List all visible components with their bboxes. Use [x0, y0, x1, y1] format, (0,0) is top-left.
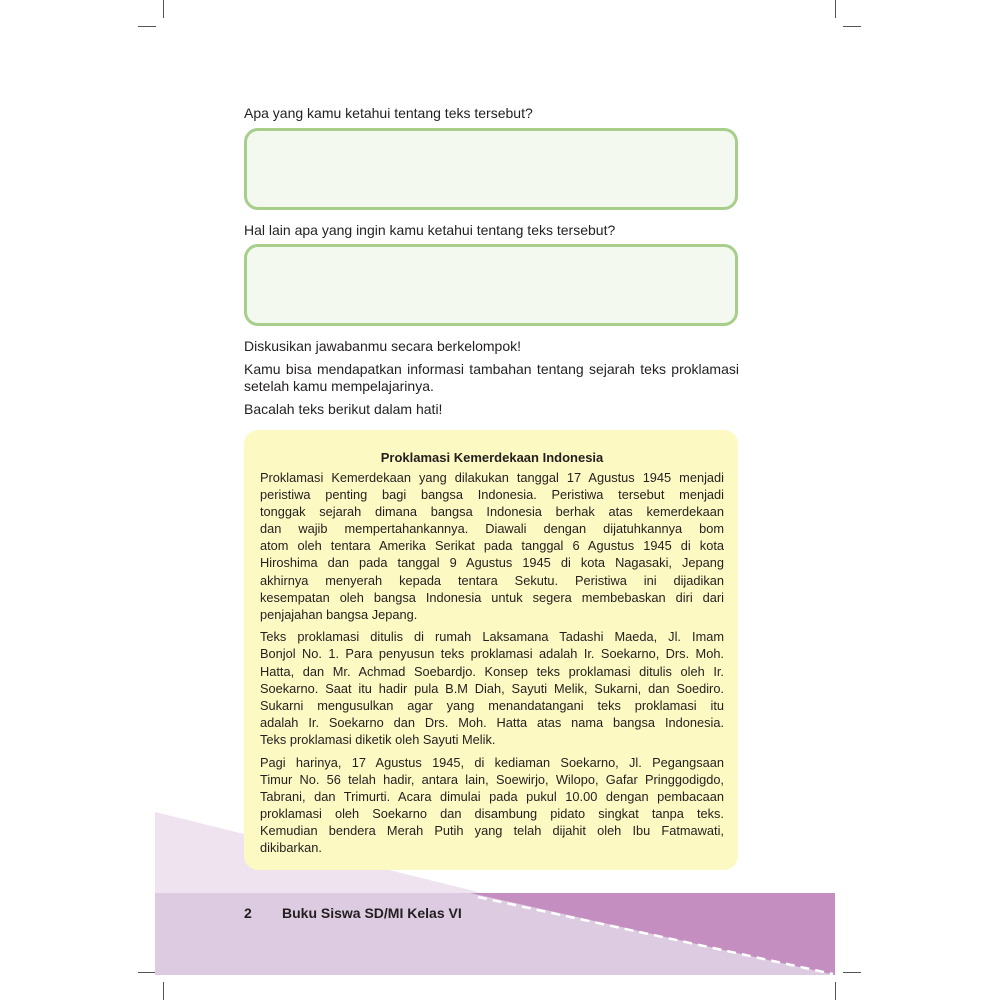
- answer-box-1: [244, 128, 738, 210]
- reading-paragraph-1: [260, 469, 724, 623]
- paragraph-line: Teks proklamasi ditulis di rumah Laksamana Tadashi Maeda, Jl. Imam: [260, 629, 724, 645]
- book-title: Buku Siswa SD/MI Kelas VI: [282, 905, 462, 921]
- paragraph-line: Kemudian bendera Merah Putih yang telah dijahit oleh Ibu Fatmawati,: [260, 822, 724, 838]
- paragraph-line: dikibarkan.: [260, 839, 322, 855]
- paragraph-line: Hatta, dan Mr. Achmad Soebardjo. Konsep teks proklamasi ditulis oleh Ir.: [260, 663, 724, 679]
- question-1: Apa yang kamu ketahui tentang teks tersebut?: [244, 105, 533, 121]
- instruction-extra-info: [244, 361, 739, 395]
- instruction-read: [244, 401, 739, 418]
- paragraph-line: Soekarno. Saat itu hadir pula B.M Diah, Sayuti Melik, Sukarni, dan Soediro.: [260, 680, 724, 696]
- paragraph-line: penjajahan bangsa Jepang.: [260, 606, 418, 622]
- paragraph-line: Pagi harinya, 17 Agustus 1945, di kediaman Soekarno, Jl. Pegangsaan: [260, 754, 724, 770]
- paragraph-line: adalah Ir. Soekarno dan Drs. Moh. Hatta atas nama bangsa Indonesia.: [260, 714, 724, 730]
- paragraph-line: Bonjol No. 1. Para penyusun teks proklamasi adalah Ir. Soekarno, Drs. Moh.: [260, 646, 724, 662]
- paragraph-line: Teks proklamasi diketik oleh Sayuti Melik.: [260, 731, 496, 747]
- paragraph-line: Proklamasi Kemerdekaan yang dilakukan tanggal 17 Agustus 1945 menjadi: [260, 470, 724, 485]
- question-2: Hal lain apa yang ingin kamu ketahui tentang teks tersebut?: [244, 222, 616, 238]
- paragraph-line: proklamasi oleh Soekarno dan disambung pidato singkat tanpa teks.: [260, 805, 724, 821]
- instruction-extra-info-line: Kamu bisa mendapatkan informasi tambahan tentang sejarah teks proklamasi: [244, 361, 739, 377]
- paragraph-line: dan wajib mempertahankannya. Diawali dengan dijatuhkannya bom: [260, 521, 724, 537]
- reading-title: Proklamasi Kemerdekaan Indonesia: [380, 450, 604, 465]
- instruction-discuss: [244, 338, 739, 355]
- answer-box-2: [244, 244, 738, 326]
- paragraph-line: akhirnya menyerah kepada tentara Sekutu. Peristiwa ini dijadikan: [260, 572, 724, 588]
- paragraph-line: kesempatan oleh bangsa Indonesia untuk segera membebaskan diri dari: [260, 589, 724, 605]
- instruction-extra-info-line: setelah kamu mempelajarinya.: [244, 378, 434, 394]
- reading-paragraph-3: [260, 754, 724, 857]
- paragraph-line: Timur No. 56 telah hadir, antara lain, Soewirjo, Wilopo, Gafar Pringgodigdo,: [260, 771, 724, 787]
- reading-paragraph-2: [260, 628, 724, 748]
- page-number: 2: [244, 905, 252, 921]
- paragraph-line: Hiroshima dan pada tanggal 9 Agustus 1945 di kota Nagasaki, Jepang: [260, 555, 724, 571]
- paragraph-line: Tabrani, dan Trimurti. Acara dimulai pada pukul 10.00 dengan pembacaan: [260, 788, 724, 804]
- paragraph-line: tonggak sejarah dimana bangsa Indonesia berhak atas kemerdekaan: [260, 504, 724, 520]
- paragraph-line: atom oleh tentara Amerika Serikat pada tanggal 6 Agustus 1945 di kota: [260, 538, 724, 554]
- instruction-read-text: Bacalah teks berikut dalam hati!: [244, 401, 443, 417]
- paragraph-line: Sukarni mengusulkan agar yang menandatangani teks proklamasi itu: [260, 697, 724, 713]
- instruction-discuss-text: Diskusikan jawabanmu secara berkelompok!: [244, 338, 522, 354]
- paragraph-line: peristiwa penting bagi bangsa Indonesia. Peristiwa tersebut menjadi: [260, 487, 724, 503]
- reading-text-box: [244, 430, 738, 870]
